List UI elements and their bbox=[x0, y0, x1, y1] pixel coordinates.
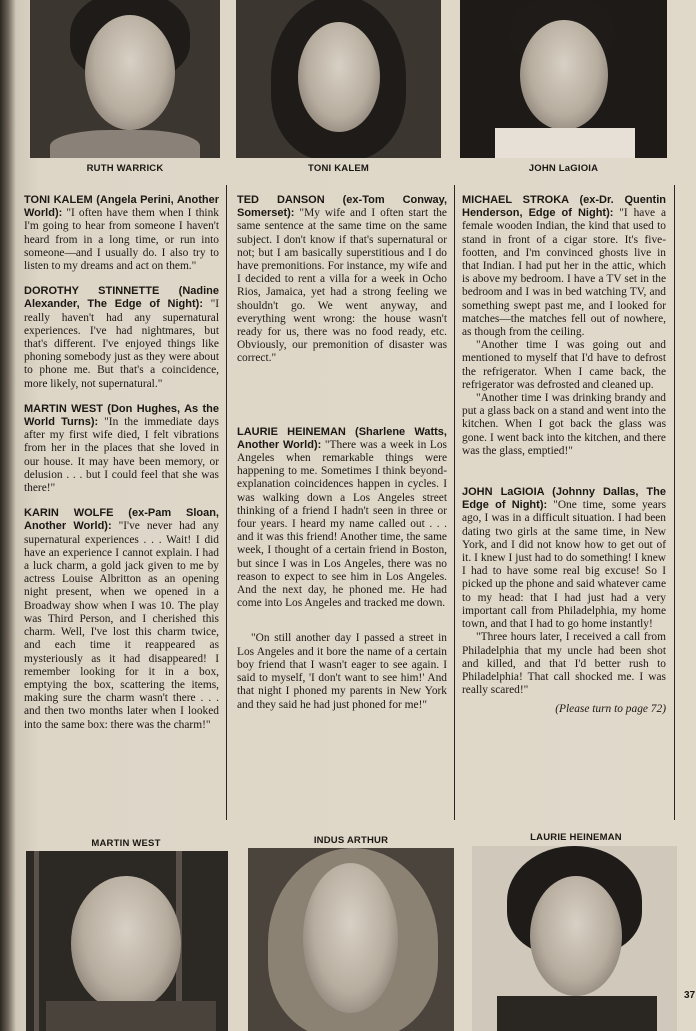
column-rule-right bbox=[674, 185, 675, 820]
entry-john-lagioia-cont: "Three hours later, I received a call from Philadelphia that my uncle had been shot and killed, and that I'd better rush to Philadelphia! That call shocked me. I was really scared!" bbox=[462, 631, 666, 697]
entry-michael-stroka-cont-1: "Another time I was going out and mentioned to myself that I'd have to defrost the refrigerator. When I came back, the refrigerator was defrosted and cleaned up. bbox=[462, 339, 666, 391]
column-rule-2 bbox=[454, 185, 455, 820]
entry-ted-danson: TED DANSON (ex-Tom Conway, Somerset): "My wife and I often start the same sentence at the same time on the same subject. I don't know if that's supernatural or not; but I am basically superstitious and I do have premonitions. For instance, my wife and I decided to rent a villa for a week in Ocho Rios, Jamaica, yet had a strong feeling we shouldn't go. We went anyway, and everything went wrong: the house wasn't ready for us, there was no food ready, etc. Obviously, our premonition of disaster was correct." bbox=[237, 194, 447, 365]
entry-laurie-heineman-cont: "On still another day I passed a street in Los Angeles and it bore the name of a certain boy friend that I wasn't eager to see again. I said to myself, 'I don't want to see him!' And that night I phoned my parents in New York and they said he had just phoned for me!" bbox=[237, 632, 447, 711]
entry-laurie-heineman: LAURIE HEINEMAN (Sharlene Watts, Another World): "There was a week in Los Angeles when remarkable things were happening to me. Sometimes I think beyond-explanation coincidences happen in cycles. I was walking down a Los Angeles street thinking of a friend I hadn't seen in three or four years. I heard my name called out . . . and it was this friend! Another time, the same week, I thought of a certain friend in Boston, but since I was in Los Angeles, there was no reason to expect to see him in Los Angeles. And the next day, he phoned me. He had come into Los Angeles and tracked me down. bbox=[237, 425, 447, 610]
entry-toni-kalem: TONI KALEM (Angela Perini, Another World): "I often have them when I think I'm going to hear from someone I haven't heard from in a long time, or run into someone—and I usually do. I also try to listen to my dreams and act on them." bbox=[24, 194, 219, 273]
entry-martin-west: MARTIN WEST (Don Hughes, As the World Turns): "In the immediate days after my first wife died, I felt vibrations from her in the places that she loved in our house. It may have been memory, or delusion . . . but I could feel that she was there!" bbox=[24, 402, 219, 495]
entry-michael-stroka-cont-2: "Another time I was drinking brandy and put a glass back on a stand and went into the kitchen. When I got back the glass was gone. I went back into the kitchen, and there was the glass, emptied!" bbox=[462, 392, 666, 457]
text-column-1 bbox=[24, 194, 219, 744]
caption-bottom-1: MARTIN WEST bbox=[91, 838, 161, 849]
caption-top-1: RUTH WARRICK bbox=[86, 163, 164, 174]
photo-indus-arthur bbox=[248, 848, 454, 1031]
photo-ruth-warrick bbox=[30, 0, 220, 158]
entry-karin-wolfe: KARIN WOLFE (ex-Pam Sloan, Another World): "I've never had any supernatural experiences . . . Wait! I did have an experience I cannot explain. I had a luck charm, a gold jack given to me by actress Louise Albritton as an opening night present, when we opened in a Broadway show when I was 10. The play was Third Person, and I cherished this charm. Well, I've lost this charm twice, and each time it reappeared as mysteriously as it had disappeared! I remember looking for it in a box, emptying the box, scattering the items, making sure the charm wasn't there . . . and then two months later when I looked into the same box: there was the charm!" bbox=[24, 507, 219, 731]
caption-bottom-2: INDUS ARTHUR bbox=[313, 835, 389, 846]
caption-top-2: TONI KALEM bbox=[308, 163, 369, 174]
page-number: 37 bbox=[684, 990, 696, 1001]
caption-top-3: JOHN LaGIOIA bbox=[528, 163, 599, 174]
photo-laurie-heineman bbox=[472, 846, 677, 1031]
turn-to-page-note: (Please turn to page 72) bbox=[555, 703, 666, 716]
entry-michael-stroka: MICHAEL STROKA (ex-Dr. Quentin Henderson, Edge of Night): "I have a female wooden Indian, the kind that used to stand in front of a cigar store. It's five-footten, and I'm convinced ghosts live in that Indian. I had put her in the attic, which is above my bedroom. I have a TV set in the bedroom and I was in bed watching TV, and something swept past me, and I looked for matches—the matches fell out of nowhere, as though from the ceiling. bbox=[462, 194, 666, 339]
entry-john-lagioia: JOHN LaGIOIA (Johnny Dallas, The Edge of Night): "One time, some years ago, I was in a difficult situation. I had been dating two girls at the same time, in New York, and I did not know how to get out of it. I knew I just had to do something! I knew I had to have some real big excuse! So I picked up the phone and said whatever came to my head: that I had just had a very important call from Philadelphia, my home town, and that I had to go home instantly! bbox=[462, 486, 667, 631]
photo-martin-west bbox=[26, 851, 228, 1031]
photo-john-lagioia bbox=[460, 0, 667, 158]
photo-toni-kalem bbox=[236, 0, 441, 158]
text-column-2 bbox=[237, 194, 447, 724]
column-rule-1 bbox=[226, 185, 227, 820]
text-column-3 bbox=[462, 194, 666, 729]
entry-dorothy-stinnette: DOROTHY STINNETTE (Nadine Alexander, The Edge of Night): "I really haven't had any supernatural experiences. I've had nightmares, but that's different. I've enjoyed things like phoning somebody just as they were about to phone me. But that's a coincidence, more likely, not supernatural." bbox=[24, 285, 220, 390]
caption-bottom-3: LAURIE HEINEMAN bbox=[530, 832, 622, 843]
